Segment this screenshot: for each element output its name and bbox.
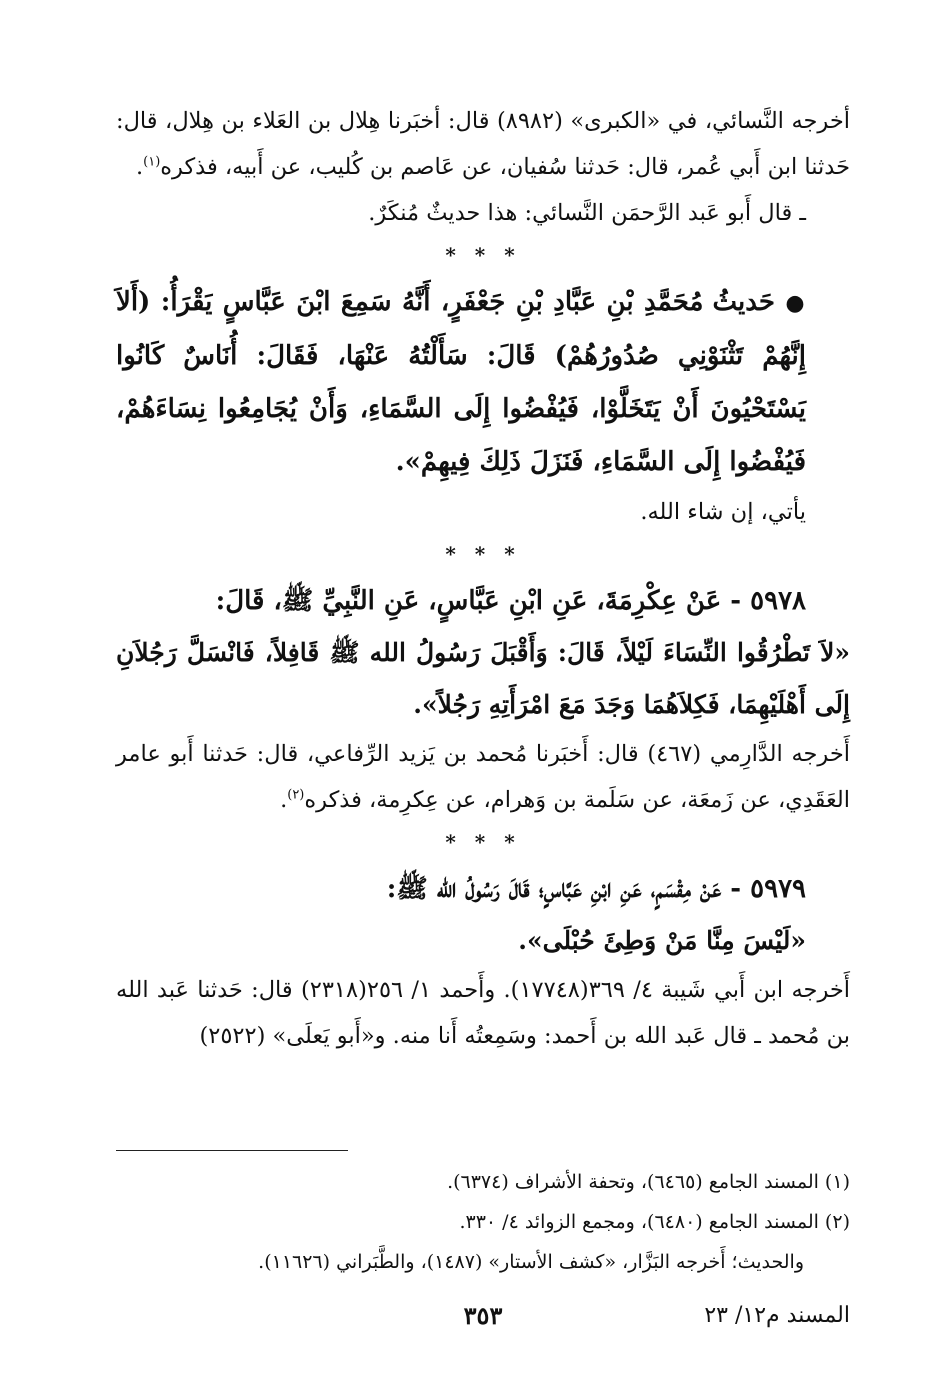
hadith-5978-heading: ٥٩٧٨ - عَنْ عِكْرِمَةَ، عَنِ ابْنِ عَبَّاسٍ، عَنِ النَّبِيِّ ﷺ، قَالَ: bbox=[215, 586, 806, 616]
hadith-text: حَديثُ مُحَمَّدِ بْنِ عَبَّادِ بْنِ جَعْفَرٍ، أَنَّهُ سَمِعَ ابْنَ عَبَّاسٍ يَقْرَأُ: (أَلاَ إِنَّهُمْ تَثْنَوْنِي صُدُورُهُمْ) قَالَ: سَأَلْتُهُ عَنْهَا، فَقَالَ: أُنَاسٌ كَانُوا يَسْتَحْيُونَ أَنْ يَتَخَلَّوْا، فَيُفْضُوا إِلَى السَّمَاءِ، وَأَنْ يُجَامِعُوا نِسَاءَهُمْ، فَيُفْضُوا إِلَى السَّمَاءِ، فَنَزَلَ ذَلِكَ فِيهِمْ». bbox=[116, 287, 806, 477]
page-body bbox=[116, 98, 850, 1059]
takhrij-paragraph-1 bbox=[116, 98, 850, 190]
section-separator: * * * bbox=[445, 542, 521, 566]
nasai-comment: ـ قال أَبو عَبد الرَّحمَن النَّسائي: هذا حديثٌ مُنكَرٌ. bbox=[368, 200, 806, 226]
period: . bbox=[280, 787, 288, 813]
cross-reference-note: يأتي، إن شاء الله. bbox=[640, 499, 806, 525]
footnotes bbox=[116, 1162, 850, 1282]
footnote-2-continuation: والحديث؛ أَخرجه البَزَّار، «كشف الأستار» (١٤٨٧)، والطَّبَراني (١١٦٢٦). bbox=[258, 1251, 804, 1273]
takhrij-text: أَخرجه الدَّارِمي (٤٦٧) قال: أَخبَرنا مُحمد بن يَزيد الرِّفاعي، قال: حَدثنا أَبو عامر العَقَدِي، عن زَمعَة، عن سَلَمة بن وَهرام، عن عِكرِمة، فذكره bbox=[116, 741, 851, 813]
printer-signature: المسند م١٢/ ٢٣ bbox=[704, 1303, 850, 1328]
page-footer bbox=[116, 1296, 850, 1336]
bullet-icon: ● bbox=[785, 290, 806, 316]
hadith-5979-text: «لَيْسَ مِنَّا مَنْ وَطِئَ حُبْلَى». bbox=[518, 926, 806, 955]
period: . bbox=[135, 154, 144, 180]
hadith-5978-text: «لاَ تَطْرُقُوا النِّسَاءَ لَيْلاً، قَالَ: وَأَقْبَلَ رَسُولُ الله ﷺ قَافِلاً، فَانْسَلَّ رَجُلاَنِ إِلَى أَهْلَيْهِمَا، فَكِلاَهُمَا وَجَدَ مَعَ امْرَأَتِهِ رَجُلاً». bbox=[116, 638, 850, 719]
footnote-2: (٢) المسند الجامع (٦٤٨٠)، ومجمع الزوائد ٤/ ٣٣٠. bbox=[459, 1211, 850, 1233]
hadith-5978-takhrij bbox=[116, 731, 850, 823]
section-separator: * * * bbox=[445, 243, 521, 267]
hadith-5979-takhrij: أَخرجه ابن أَبي شَيبة ٤/ ٣٦٩(١٧٧٤٨). وأَحمد ١/ ٢٥٦(٢٣١٨) قال: حَدثنا عَبد الله بن مُحمد ـ قال عَبد الله بن أَحمد: وسَمِعتُه أَنا منه. و«أَبو يَعلَى» (٢٥٢٢) bbox=[116, 977, 851, 1049]
footnote-ref-1: (١) bbox=[143, 154, 161, 170]
hadith-5979-heading: ٥٩٧٩ - عَنْ مِقْسَمٍ، عَنِ ابْنِ عَبَّاسٍ؛ قَالَ رَسُولُ الله ﷺ: bbox=[386, 874, 806, 904]
hadith-muhammad-ibn-abbad bbox=[116, 276, 850, 489]
page-number: ٣٥٣ bbox=[463, 1301, 503, 1330]
section-separator: * * * bbox=[445, 830, 521, 854]
footnote-divider bbox=[116, 1150, 348, 1151]
footnote-ref-2: (٢) bbox=[287, 787, 305, 803]
takhrij-text: أخرجه النَّسائي، في «الكبرى» (٨٩٨٢) قال: أخبَرنا هِلال بن العَلاء بن هِلال، قال: حَدثنا ابن أَبي عُمر، قال: حَدثنا سُفيان، عن عَاصم بن كُليب، عن أَبيه، فذكره bbox=[116, 108, 850, 180]
footnote-1: (١) المسند الجامع (٦٤٦٥)، وتحفة الأشراف (٦٣٧٤). bbox=[447, 1171, 850, 1193]
